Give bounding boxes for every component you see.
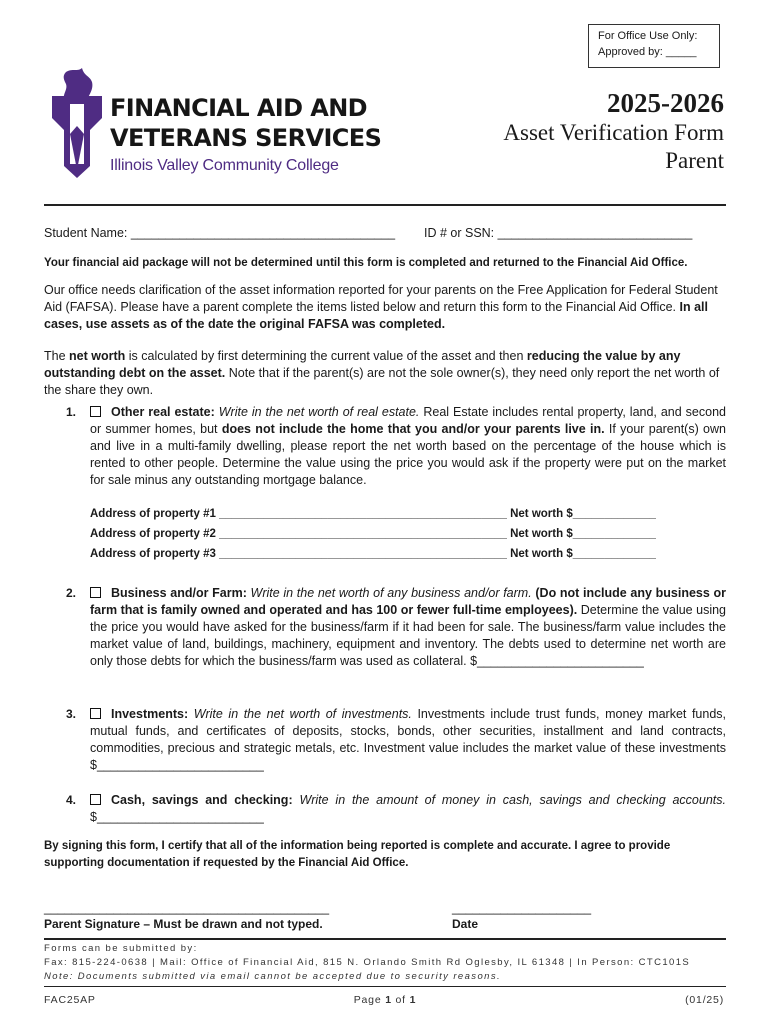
- page-prefix: Page: [353, 994, 386, 1006]
- page-of: of: [391, 994, 410, 1006]
- business-networth-field[interactable]: $________________________: [470, 654, 644, 668]
- intro-text: Our office needs clarification of the asset information reported for your parents on the Free Application for Federal Student Aid (FAFSA). Please have a parent complete the items listed below and return this form to the Financial Aid Office.: [44, 283, 718, 314]
- item-number: 2.: [66, 586, 77, 600]
- student-name-field[interactable]: Student Name: ______________________________________: [44, 226, 396, 240]
- intro-bold: In all cases, use assets as of the date the original FAFSA was completed.: [44, 300, 708, 331]
- item-heading: Investments:: [111, 707, 189, 721]
- item-instruction: Write in the net worth of real estate.: [218, 405, 420, 419]
- org-name-line1: FINANCIAL AID AND: [110, 94, 367, 122]
- checkbox-icon[interactable]: [90, 708, 101, 719]
- page-total: 1: [409, 994, 417, 1006]
- item-text-2: If your parent(s) own and live in a multi-family dwelling, please report the net worth based on the percentage of the house which is rented to other people. Determine the value using the price you would ask if the property were put on the market for sale minus any outstanding mortgage balance.: [90, 422, 726, 487]
- certification-statement: By signing this form, I certify that all of the information being reported is complete and accurate. I agree to provide supporting documentation if requested by the Financial Aid Office.: [44, 840, 671, 869]
- item-instruction: Write in the amount of money in cash, savings and checking accounts.: [299, 793, 726, 807]
- networth-paragraph: [44, 348, 726, 399]
- item-text-1: Investments include trust funds, money market funds, mutual funds, and certificates of deposits, stocks, bonds, other securities, installment and land contracts, commodities, precious and strategic metals, etc. Investment value includes the market value of these investments: [90, 707, 726, 755]
- property-label: Address of property #2: [90, 528, 220, 540]
- approved-by-field[interactable]: Approved by: _____: [598, 46, 697, 58]
- form-title: Asset Verification Form: [503, 120, 724, 145]
- item-investments: [66, 706, 726, 774]
- property-row-2[interactable]: [90, 528, 656, 540]
- form-code: FAC25AP: [44, 994, 96, 1006]
- item-instruction: Write in the net worth of investments.: [193, 707, 412, 721]
- college-name: Illinois Valley Community College: [110, 157, 339, 174]
- college-logo-icon: [46, 66, 108, 180]
- form-subtitle: Parent: [665, 148, 724, 173]
- checkbox-icon[interactable]: [90, 794, 101, 805]
- networth-bold-1: net worth: [69, 349, 126, 363]
- footer-divider: [44, 938, 726, 940]
- date-line[interactable]: ____________________: [452, 901, 592, 915]
- item-heading: Cash, savings and checking:: [111, 793, 293, 807]
- page-current: 1: [385, 994, 392, 1006]
- checkbox-icon[interactable]: [90, 587, 101, 598]
- property-address-line[interactable]: _____________________________________________: [219, 548, 507, 560]
- item-number: 3.: [66, 707, 77, 721]
- investments-networth-field[interactable]: $________________________: [90, 758, 264, 772]
- office-use-box: [588, 24, 720, 68]
- org-name-line2: VETERANS SERVICES: [110, 124, 382, 152]
- item-instruction: Write in the net worth of any business and/or farm.: [250, 586, 532, 600]
- item-number: 4.: [66, 793, 77, 807]
- networth-text-2: is calculated by first determining the current value of the asset and then: [125, 349, 527, 363]
- footer-bottom-divider: [44, 986, 726, 987]
- date-label: Date: [452, 917, 479, 931]
- signature-label: Parent Signature – Must be drawn and not typed.: [44, 917, 323, 931]
- signature-line[interactable]: _________________________________________: [44, 901, 330, 915]
- item-bold-1: (Do not include any business or farm that is family owned and operated and has 100 or fewer full-time employees).: [90, 586, 727, 617]
- item-text-1: Determine the value using the price you would have asked for the business/farm if it had been for sale. The business/farm value includes the market value of land, buildings, machinery, equipment and inventory. The debts used to determine net worth are only those debts for which the business/farm was used as collateral.: [90, 603, 726, 668]
- item-real-estate: [66, 404, 726, 489]
- revision-date: (01/25): [685, 994, 724, 1006]
- item-number: 1.: [66, 405, 77, 419]
- property-address-line[interactable]: _____________________________________________: [219, 508, 507, 520]
- header-divider: [44, 204, 726, 206]
- cash-amount-field[interactable]: $________________________: [90, 810, 264, 824]
- property-networth-field[interactable]: Net worth $_____________: [506, 528, 656, 540]
- email-note: Note: Documents submitted via email cannot be accepted due to security reasons.: [44, 971, 502, 982]
- item-heading: Other real estate:: [111, 405, 215, 419]
- property-row-1[interactable]: [90, 508, 656, 520]
- item-bold-1: does not include the home that you and/or your parents live in.: [221, 422, 605, 436]
- checkbox-icon[interactable]: [90, 406, 101, 417]
- form-year: 2025-2026: [607, 88, 724, 118]
- item-business-farm: [66, 585, 727, 670]
- property-networth-field[interactable]: Net worth $_____________: [506, 548, 656, 560]
- networth-text-1: The: [44, 349, 70, 363]
- item-cash-savings: [66, 792, 726, 826]
- completion-notice: Your financial aid package will not be determined until this form is completed and returned to the Financial Aid Office.: [44, 257, 688, 269]
- property-label: Address of property #3: [90, 548, 220, 560]
- networth-text-3: Note that if the parent(s) are not the sole owner(s), they need only report the net worth of the share they own.: [44, 366, 720, 397]
- property-label: Address of property #1: [90, 508, 220, 520]
- office-use-label: For Office Use Only:: [598, 30, 698, 42]
- property-networth-field[interactable]: Net worth $_____________: [506, 508, 656, 520]
- property-address-line[interactable]: _____________________________________________: [219, 528, 507, 540]
- submission-heading: Forms can be submitted by:: [44, 943, 198, 954]
- id-ssn-field[interactable]: ID # or SSN: ____________________________: [424, 226, 693, 240]
- networth-bold-2: reducing the value by any outstanding debt on the asset.: [44, 349, 681, 380]
- page-number: [0, 994, 770, 1006]
- property-row-3[interactable]: [90, 548, 656, 560]
- item-heading: Business and/or Farm:: [111, 586, 247, 600]
- intro-paragraph: [44, 282, 726, 333]
- submission-methods: Fax: 815-224-0638 | Mail: Office of Financial Aid, 815 N. Orlando Smith Rd Oglesby, IL 61348 | In Person: CTC101S: [44, 957, 691, 968]
- item-text-1: Real Estate includes rental property, land, and second or summer homes, but: [90, 405, 726, 436]
